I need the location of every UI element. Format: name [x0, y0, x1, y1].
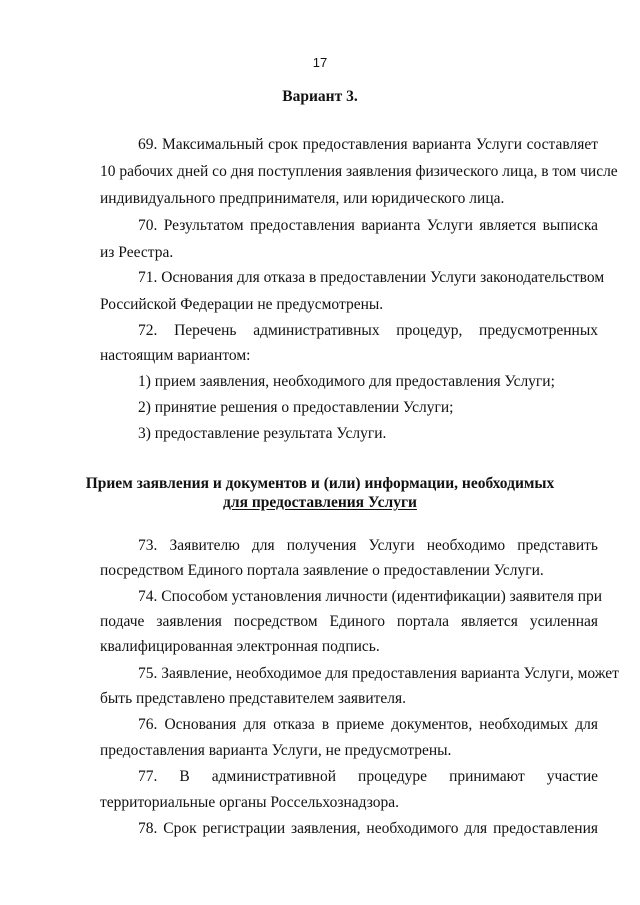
paragraph-77-line-1: 77. В административной процедуре принимают участие [138, 768, 598, 785]
list-item-3: 3) предоставление результата Услуги. [138, 425, 387, 442]
paragraph-77-line-2: территориальные органы Россельхознадзора. [100, 794, 399, 811]
page-number: 17 [312, 55, 328, 70]
paragraph-74-line-1: 74. Способом установления личности (идентификации) заявителя при [138, 588, 603, 605]
section-title [0, 474, 640, 512]
list-item-2: 2) принятие решения о предоставлении Услуги; [138, 399, 454, 416]
paragraph-71-line-2: Российской Федерации не предусмотрены. [100, 296, 384, 313]
paragraph-75-line-2: быть представлено представителем заявителя. [100, 690, 407, 707]
paragraph-73-line-1: 73. Заявителю для получения Услуги необходимо представить [138, 537, 598, 554]
paragraph-69-line-1: 69. Максимальный срок предоставления варианта Услуги составляет [138, 136, 598, 153]
paragraph-78-line-1: 78. Срок регистрации заявления, необходимого для предоставления [138, 820, 598, 837]
paragraph-72-line-2: настоящим вариантом: [100, 347, 251, 364]
paragraph-75-line-1: 75. Заявление, необходимое для предоставления варианта Услуги, может [138, 665, 619, 682]
paragraph-69-line-2: 10 рабочих дней со дня поступления заявления физического лица, в том числе [100, 163, 618, 180]
paragraph-76-line-2: предоставления варианта Услуги, не предусмотрены. [100, 742, 452, 759]
paragraph-72-line-1: 72. Перечень административных процедур, предусмотренных [138, 322, 598, 339]
list-item-1: 1) прием заявления, необходимого для предоставления Услуги; [138, 373, 555, 390]
variant-title: Вариант 3. [282, 88, 358, 105]
paragraph-70-line-2: из Реестра. [100, 244, 174, 261]
paragraph-74-line-3: квалифицированная электронная подпись. [100, 638, 380, 655]
paragraph-73-line-2: посредством Единого портала заявление о предоставлении Услуги. [100, 562, 544, 579]
paragraph-71-line-1: 71. Основания для отказа в предоставлении Услуги законодательством [138, 269, 605, 286]
paragraph-69-line-3: индивидуального предпринимателя, или юридического лица. [100, 190, 505, 207]
paragraph-70-line-1: 70. Результатом предоставления варианта Услуги является выписка [138, 217, 598, 234]
paragraph-74-line-2: подаче заявления посредством Единого портала является усиленная [100, 613, 598, 630]
section-title-line-1: Прием заявления и документов и (или) информации, необходимых [85, 475, 555, 492]
section-title-line-2: для предоставления Услуги [223, 494, 417, 511]
paragraph-76-line-1: 76. Основания для отказа в приеме документов, необходимых для [138, 716, 598, 733]
